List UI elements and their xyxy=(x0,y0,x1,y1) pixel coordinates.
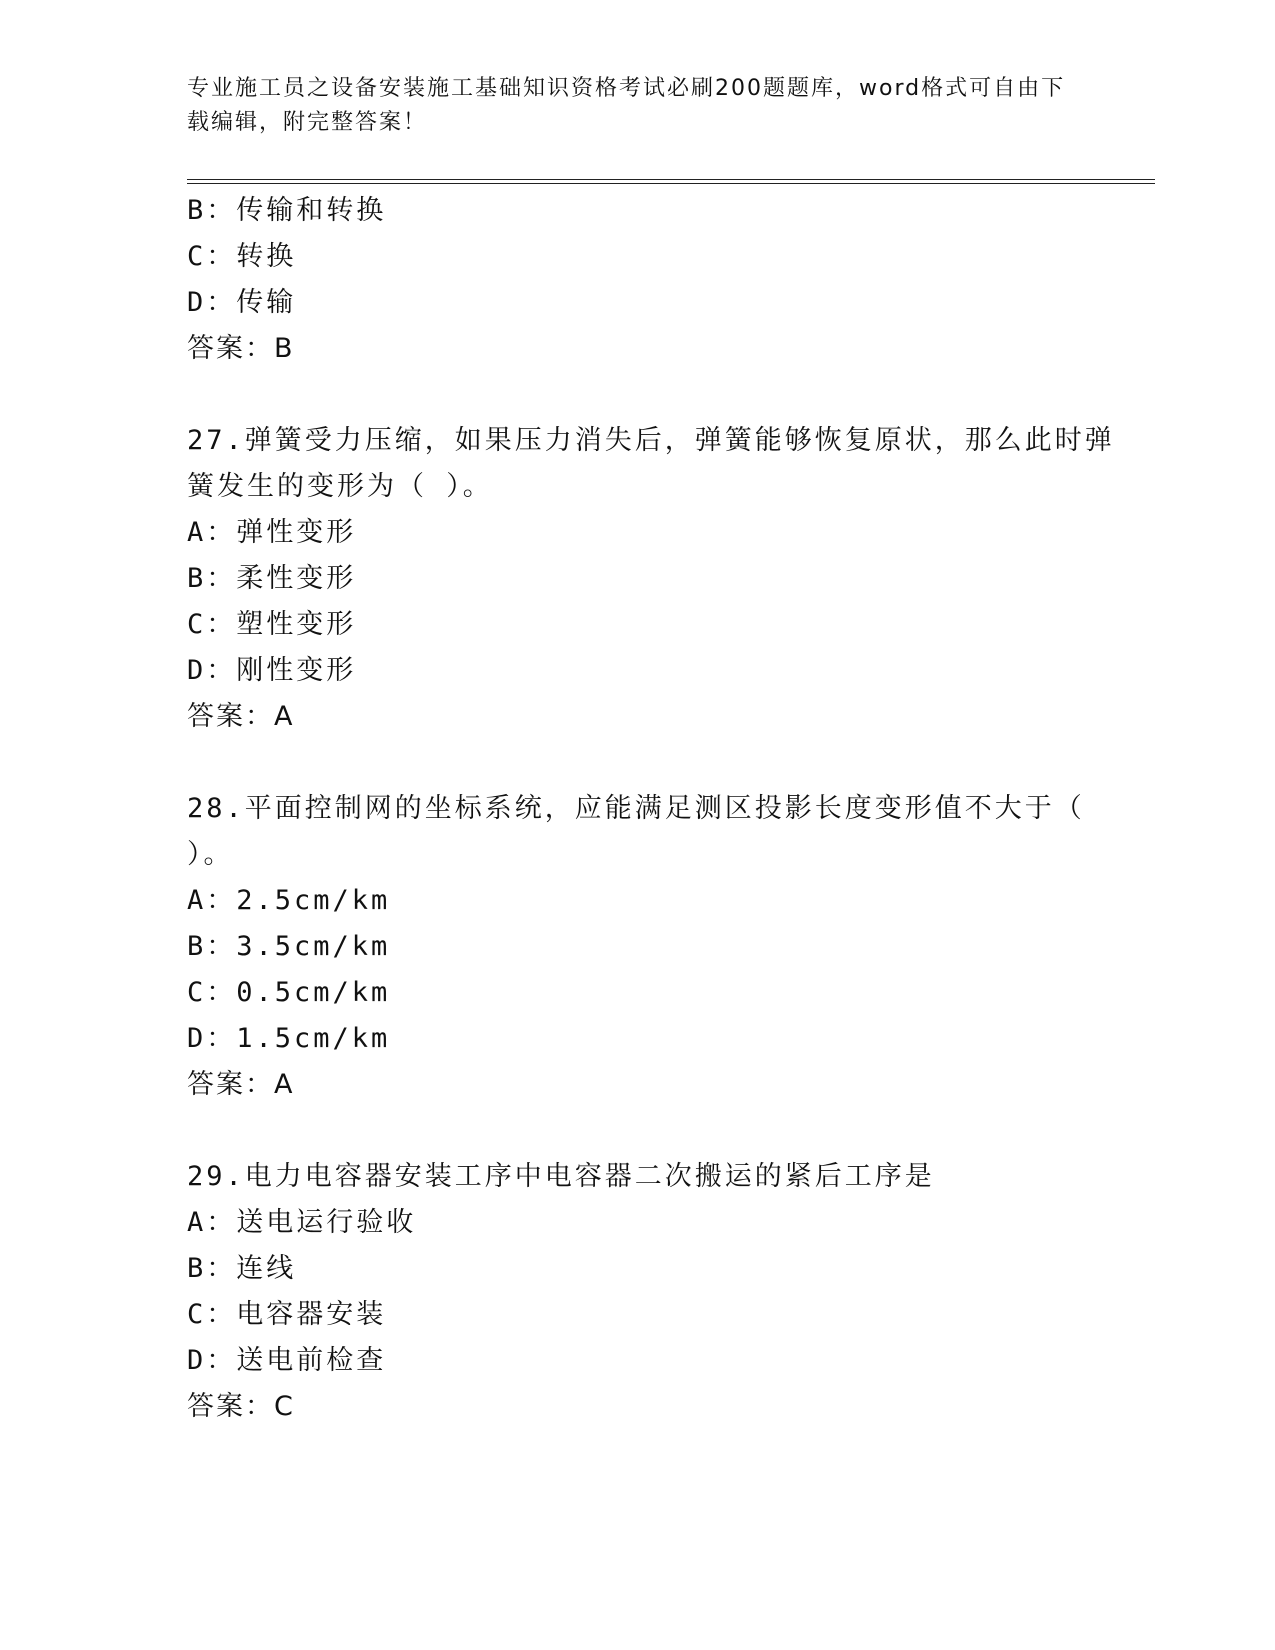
answer: 答案：C xyxy=(187,1391,295,1422)
question-stem-continued: ）。 xyxy=(187,839,234,870)
header-rule-top xyxy=(187,179,1155,180)
option-b: B：传输和转换 xyxy=(187,195,387,226)
option-a: A：弹性变形 xyxy=(187,517,357,548)
option-b: B：3.5cm/km xyxy=(187,931,391,962)
page-header xyxy=(187,72,1067,140)
option-d: D：传输 xyxy=(187,287,297,318)
option-d: D：送电前检查 xyxy=(187,1345,387,1376)
option-b: B：连线 xyxy=(187,1253,297,1284)
question-27 xyxy=(187,418,1115,740)
header-text: 专业施工员之设备安装施工基础知识资格考试必刷200题题库，word格式可自由下载编辑，附完整答案！ xyxy=(187,76,1066,135)
answer: 答案：B xyxy=(187,333,295,364)
question-stem: 28.平面控制网的坐标系统，应能满足测区投影长度变形值不大于（ xyxy=(187,793,1085,824)
question-list xyxy=(187,188,1115,1430)
answer: 答案：A xyxy=(187,701,295,732)
question-stem: 29.电力电容器安装工序中电容器二次搬运的紧后工序是 xyxy=(187,1161,935,1192)
question-stem: 27.弹簧受力压缩，如果压力消失后，弹簧能够恢复原状，那么此时弹 xyxy=(187,425,1115,456)
header-rule-bottom xyxy=(187,183,1155,184)
answer: 答案：A xyxy=(187,1069,295,1100)
question-stem-continued: 簧发生的变形为（ ）。 xyxy=(187,471,493,502)
option-b: B：柔性变形 xyxy=(187,563,357,594)
question-29 xyxy=(187,1154,1087,1430)
option-a: A：2.5cm/km xyxy=(187,885,391,916)
question-28 xyxy=(187,786,1087,1108)
option-c: C：转换 xyxy=(187,241,297,272)
option-a: A：送电运行验收 xyxy=(187,1207,417,1238)
option-c: C：电容器安装 xyxy=(187,1299,387,1330)
option-c: C：塑性变形 xyxy=(187,609,357,640)
option-c: C：0.5cm/km xyxy=(187,977,391,1008)
option-d: D：1.5cm/km xyxy=(187,1023,391,1054)
option-d: D：刚性变形 xyxy=(187,655,357,686)
question-26-continuation xyxy=(187,188,1087,372)
